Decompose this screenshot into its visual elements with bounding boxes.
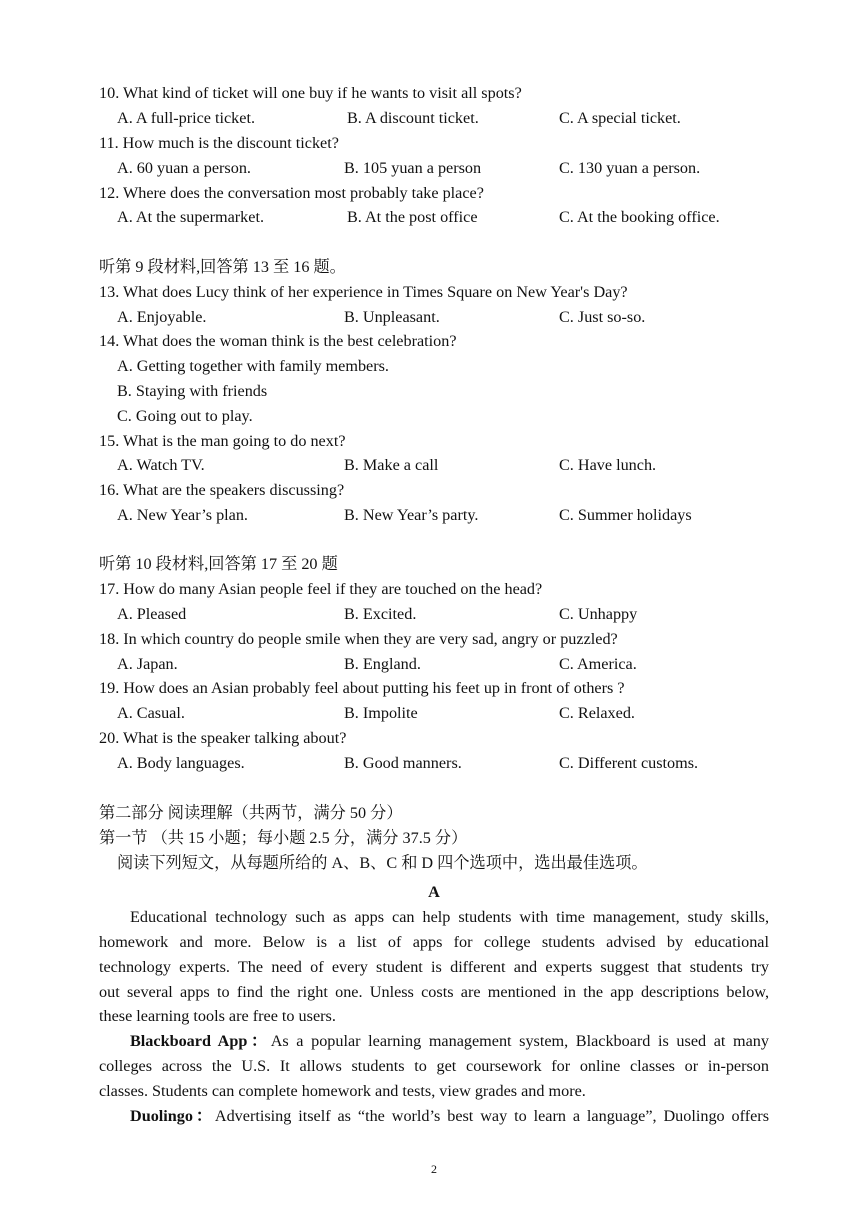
duolingo-title: Duolingo： xyxy=(130,1107,215,1125)
q11-option-b: B. 105 yuan a person xyxy=(344,159,482,177)
passage-line: these learning tools are free to users. xyxy=(99,1007,336,1025)
passage-line: Educational technology such as apps can help students with time management, study skills, xyxy=(130,908,769,926)
blackboard-paragraph xyxy=(99,1031,769,1051)
q17-option-b: B. Excited. xyxy=(344,605,417,623)
q15-option-b: B. Make a call xyxy=(344,456,439,474)
question-20: 20. What is the speaker talking about? xyxy=(99,729,347,747)
passage-line: out several apps to find the right one. Unless costs are mentioned in the app descriptions below, xyxy=(99,983,769,1001)
question-17: 17. How do many Asian people feel if they are touched on the head? xyxy=(99,580,543,598)
q12-option-b: B. At the post office xyxy=(347,208,478,226)
question-14: 14. What does the woman think is the best celebration? xyxy=(99,332,457,350)
section-9-heading: 听第 9 段材料,回答第 13 至 16 题。 xyxy=(99,258,346,276)
q18-option-c: C. America. xyxy=(559,655,637,673)
q17-option-c: C. Unhappy xyxy=(559,605,638,623)
q13-option-a: A. Enjoyable. xyxy=(117,308,207,326)
duolingo-paragraph xyxy=(99,1106,769,1126)
q16-option-a: A. New Year’s plan. xyxy=(117,506,248,524)
section-10-heading: 听第 10 段材料,回答第 17 至 20 题 xyxy=(99,555,338,573)
reading-instruction: 阅读下列短文，从每题所给的 A、B、C 和 D 四个选项中，选出最佳选项。 xyxy=(117,854,648,872)
q20-option-a: A. Body languages. xyxy=(117,754,245,772)
q10-option-c: C. A special ticket. xyxy=(559,109,681,127)
duolingo-text: Advertising itself as “the world’s best way to learn a language”, Duolingo offers xyxy=(214,1107,769,1125)
q13-option-b: B. Unpleasant. xyxy=(344,308,440,326)
section-1-title: 第一节 （共 15 小题；每小题 2.5 分，满分 37.5 分） xyxy=(99,829,468,847)
q17-option-a: A. Pleased xyxy=(117,605,187,623)
page-number: 2 xyxy=(431,1162,437,1176)
q11-option-a: A. 60 yuan a person. xyxy=(117,159,251,177)
blackboard-title: Blackboard App： xyxy=(130,1032,271,1050)
passage-line: classes. Students can complete homework and tests, view grades and more. xyxy=(99,1082,586,1100)
q19-option-b: B. Impolite xyxy=(344,704,418,722)
q20-option-c: C. Different customs. xyxy=(559,754,699,772)
question-19: 19. How does an Asian probably feel about putting his feet up in front of others ? xyxy=(99,679,625,697)
q13-option-c: C. Just so-so. xyxy=(559,308,646,326)
q20-option-b: B. Good manners. xyxy=(344,754,462,772)
question-10: 10. What kind of ticket will one buy if he wants to visit all spots? xyxy=(99,84,522,102)
passage-label: A xyxy=(428,883,440,901)
question-11: 11. How much is the discount ticket? xyxy=(99,134,339,152)
q10-option-b: B. A discount ticket. xyxy=(347,109,479,127)
blackboard-text: As a popular learning management system, Blackboard is used at many xyxy=(270,1032,769,1050)
q18-option-a: A. Japan. xyxy=(117,655,178,673)
passage-line: technology experts. The need of every student is different and experts suggest that students try xyxy=(99,958,769,976)
q14-option-a: A. Getting together with family members. xyxy=(117,357,389,375)
passage-line: homework and more. Below is a list of apps for college students advised by educational xyxy=(99,933,769,951)
q10-option-a: A. A full-price ticket. xyxy=(117,109,256,127)
q19-option-c: C. Relaxed. xyxy=(559,704,635,722)
question-18: 18. In which country do people smile when they are very sad, angry or puzzled? xyxy=(99,630,618,648)
question-15: 15. What is the man going to do next? xyxy=(99,432,346,450)
passage-line: colleges across the U.S. It allows students to get coursework for online classes or in-person xyxy=(99,1057,769,1075)
q12-option-c: C. At the booking office. xyxy=(559,208,720,226)
part-2-title: 第二部分 阅读理解（共两节，满分 50 分） xyxy=(99,804,403,822)
q18-option-b: B. England. xyxy=(344,655,421,673)
q11-option-c: C. 130 yuan a person. xyxy=(559,159,701,177)
q16-option-b: B. New Year’s party. xyxy=(344,506,479,524)
question-12: 12. Where does the conversation most probably take place? xyxy=(99,184,484,202)
q19-option-a: A. Casual. xyxy=(117,704,185,722)
q15-option-c: C. Have lunch. xyxy=(559,456,657,474)
question-16: 16. What are the speakers discussing? xyxy=(99,481,345,499)
q14-option-c: C. Going out to play. xyxy=(117,407,253,425)
q15-option-a: A. Watch TV. xyxy=(117,456,205,474)
question-13: 13. What does Lucy think of her experience in Times Square on New Year's Day? xyxy=(99,283,628,301)
q14-option-b: B. Staying with friends xyxy=(117,382,268,400)
q12-option-a: A. At the supermarket. xyxy=(117,208,264,226)
q16-option-c: C. Summer holidays xyxy=(559,506,692,524)
